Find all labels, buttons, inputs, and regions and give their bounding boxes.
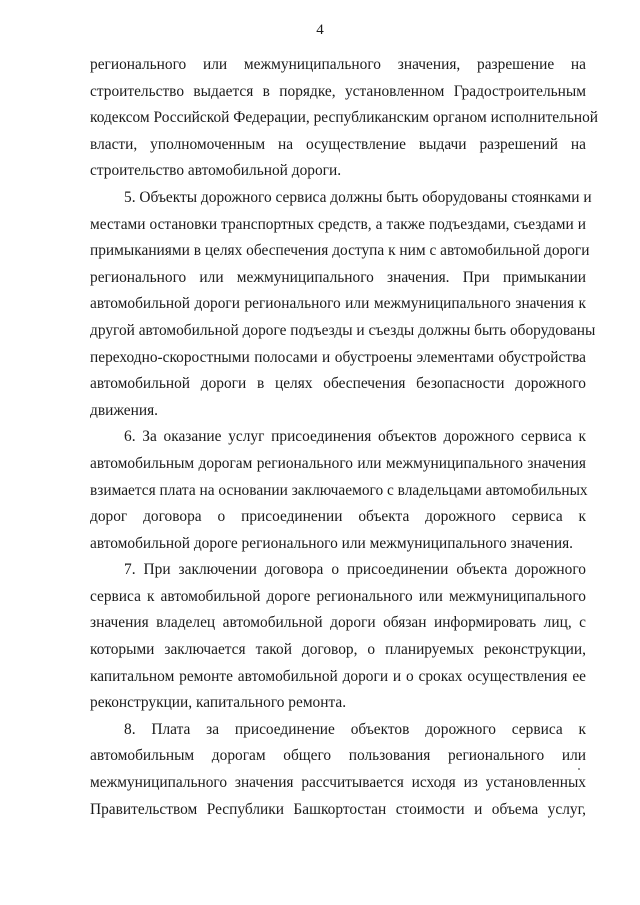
text-line: взимается плата на основании заключаемого с владельцами автомобильных	[90, 481, 588, 499]
text-line: Правительством Республики Башкортостан стоимости и объема услуг,	[90, 800, 586, 818]
text-line: капитальном ремонте автомобильной дороги и о сроках осуществления ее	[90, 667, 586, 685]
paragraph-continuation	[90, 52, 599, 185]
text-line: межмуниципального значения рассчитывается исходя из установленных	[90, 774, 586, 792]
text-line: строительство выдается в порядке, установленном Градостроительным	[90, 82, 586, 100]
paragraph-item-5	[90, 185, 596, 424]
text-line: которыми заключается такой договор, о планируемых реконструкции,	[90, 641, 586, 659]
scan-speck	[578, 768, 580, 770]
text-line: движения.	[90, 401, 158, 419]
text-line: власти, уполномоченным на осуществление выдачи разрешений на	[90, 135, 586, 153]
text-line: другой автомобильной дороге подъезды и съезды должны быть оборудованы	[90, 321, 596, 339]
text-line: автомобильной дороги регионального или межмуниципального значения к	[90, 295, 586, 313]
text-line: строительство автомобильной дороги.	[90, 162, 342, 180]
text-line: 7. При заключении договора о присоединении объекта дорожного	[124, 561, 586, 579]
text-line: сервиса к автомобильной дороге регионального или межмуниципального	[90, 587, 586, 605]
text-line: реконструкции, капитального ремонта.	[90, 694, 347, 712]
text-line: дорог договора о присоединении объекта дорожного сервиса к	[90, 508, 586, 526]
text-line: регионального или межмуниципального значения. При примыкании	[90, 268, 586, 286]
text-line: примыканиями в целях обеспечения доступа к ним с автомобильной дороги	[90, 242, 590, 260]
text-line: переходно-скоростными полосами и обустроены элементами обустройства	[90, 348, 586, 366]
text-line: автомобильным дорогам общего пользования регионального или	[90, 747, 586, 765]
text-line: 8. Плата за присоединение объектов дорожного сервиса к	[124, 720, 586, 738]
text-line: автомобильной дороги в целях обеспечения безопасности дорожного	[90, 375, 586, 393]
text-line: значения владелец автомобильной дороги обязан информировать лиц, с	[90, 614, 586, 632]
text-line: автомобильным дорогам регионального или межмуниципального значения	[90, 454, 586, 472]
text-line: местами остановки транспортных средств, а также подъездами, съездами и	[90, 215, 586, 233]
text-line: автомобильной дороге регионального или межмуниципального значения.	[90, 534, 574, 552]
paragraph-item-7	[90, 557, 586, 717]
page-number: 4	[316, 22, 324, 38]
text-line: кодексом Российской Федерации, республиканским органом исполнительной	[90, 109, 599, 127]
text-line: регионального или межмуниципального значения, разрешение на	[90, 56, 586, 73]
paragraph-item-6	[90, 424, 586, 557]
document-body	[90, 52, 599, 823]
text-line: 6. За оказание услуг присоединения объектов дорожного сервиса к	[124, 428, 586, 446]
paragraph-item-8	[90, 717, 586, 823]
text-line: 5. Объекты дорожного сервиса должны быть оборудованы стоянками и	[124, 188, 592, 206]
